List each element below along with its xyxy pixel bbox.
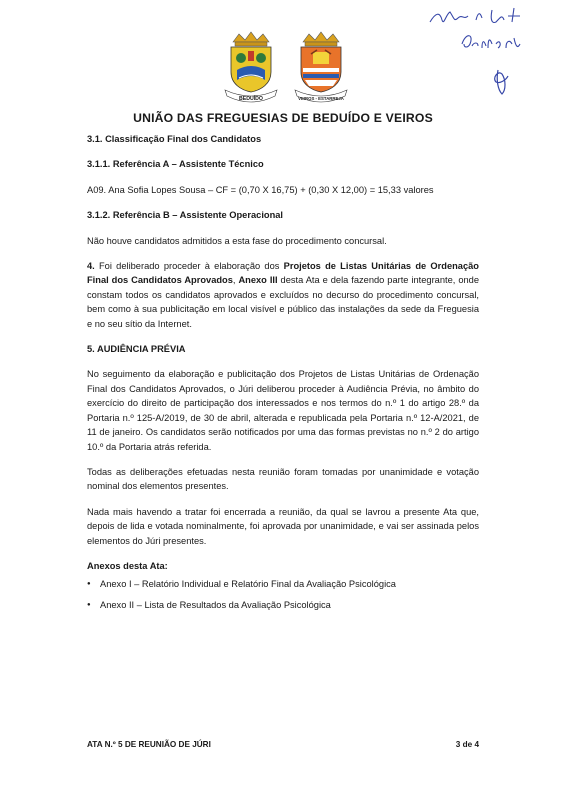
deliberations-paragraph: Todas as deliberações efetuadas nesta reunião foram tomadas por unanimidade e votação nominal dos elementos presentes. <box>87 466 479 492</box>
paragraph-4-annex-ref: Anexo III <box>238 275 278 286</box>
annexes-heading: Anexos desta Ata: <box>87 560 168 571</box>
annexes-list <box>87 577 479 612</box>
arms-left-label: BEDUÍDO <box>239 96 263 102</box>
signature-scribbles <box>426 4 536 104</box>
paragraph-4-text-e: desta Ata e dela fazendo parte integrante, onde constam todos os candidatos aprovados e excluídos no decurso do procedimento concursal, bem como à sua publicitação em local visível e público das instalações da sede da Freguesia e no seu sítio da Internet. <box>87 275 479 329</box>
paragraph-4-bold-title: Projetos de Listas Unitárias de Ordenação Final dos Candidatos Aprovados <box>87 261 479 286</box>
section-3-1-1-text: A09. Ana Sofia Lopes Sousa – CF = (0,70 X 16,75) + (0,30 X 12,00) = 15,33 valores <box>87 184 434 195</box>
coats-of-arms <box>219 28 359 108</box>
footer-document-title: ATA N.º 5 DE REUNIÃO DE JÚRI <box>87 740 211 749</box>
list-item: ● Anexo I – Relatório Individual e Relatório Final da Avaliação Psicológica <box>87 577 479 591</box>
page-footer <box>87 740 479 749</box>
closing-paragraph: Nada mais havendo a tratar foi encerrada a reunião, da qual se lavrou a presente Ata que, depois de lida e votada nominalmente, foi aprovada por unanimidade, e vai ser assinada pelos elementos do Júri presentes. <box>87 506 479 546</box>
paragraph-4-number: 4. <box>87 261 95 272</box>
arms-right-label: VEIROS - ESTARREJA <box>298 96 344 101</box>
page-number: 3 de 4 <box>455 740 479 749</box>
section-3-1-2-text: Não houve candidatos admitidos a esta fase do procedimento concursal. <box>87 235 387 246</box>
section-5-text: No seguimento da elaboração e publicitação dos Projetos de Listas Unitárias de Ordenação Final dos Candidatos Aprovados, o Júri deliberou proceder à Audiência Prévia, no âmbito do exercício do direito de participação dos interessados e nos termos do n.º 1 do artigo 28.º da Portaria n.º 125-A/2019, de 30 de abril, alterada e republicada pela Portaria n.º 12-A/2021, de 11 de janeiro. Os candidatos serão notificados por uma das formas previstas no n.º 2 do artigo 10.º da Portaria atrás referida. <box>87 369 479 452</box>
page-title: UNIÃO DAS FREGUESIAS DE BEDUÍDO E VEIROS <box>133 111 433 125</box>
handwritten-signatures <box>426 4 536 104</box>
paragraph-4 <box>87 259 479 331</box>
paragraph-4-text-a: Foi deliberado proceder à elaboração dos <box>94 261 284 272</box>
section-5-heading: 5. AUDIÊNCIA PRÉVIA <box>87 344 186 355</box>
veiros-coat-of-arms <box>289 28 353 108</box>
section-3-1-2-heading: 3.1.2. Referência B – Assistente Operacional <box>87 210 284 221</box>
paragraph-4-text-c: , <box>232 275 239 286</box>
section-3-1-heading: 3.1. Classificação Final dos Candidatos <box>87 134 262 144</box>
list-item: ● Anexo II – Lista de Resultados da Avaliação Psicológica <box>87 598 479 612</box>
beduido-coat-of-arms <box>219 28 283 108</box>
document-body <box>87 132 479 618</box>
section-3-1-1-heading: 3.1.1. Referência A – Assistente Técnico <box>87 159 264 170</box>
